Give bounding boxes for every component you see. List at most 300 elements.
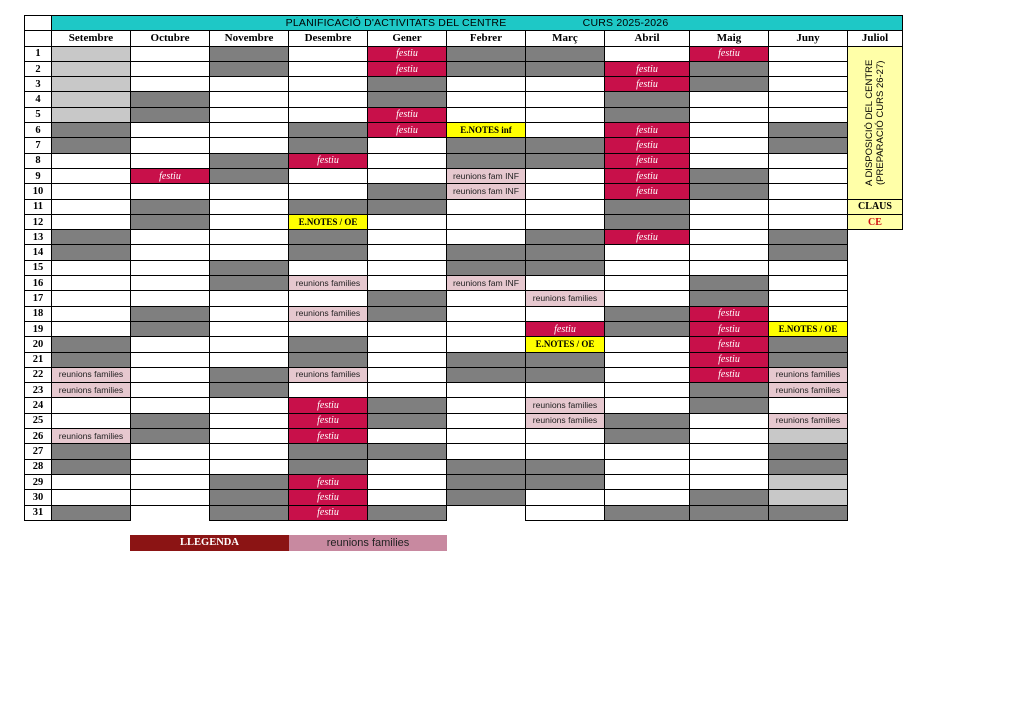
weekend-cell [605, 107, 690, 122]
day-cell [210, 77, 289, 92]
day-cell [526, 276, 605, 291]
weekend-cell [289, 199, 368, 214]
day-cell [289, 383, 368, 398]
day-cell [447, 383, 526, 398]
holiday-cell: festiu [690, 367, 769, 382]
activity-calendar [24, 15, 903, 521]
weekend-cell [210, 490, 289, 505]
empty-cell [848, 321, 903, 336]
weekend-cell [690, 398, 769, 413]
meeting-cell: reunions fam INF [447, 184, 526, 199]
day-number: 24 [25, 398, 52, 413]
day-cell [368, 245, 447, 260]
day-cell [526, 168, 605, 183]
no-school-cell [52, 77, 131, 92]
day-cell [131, 444, 210, 459]
day-cell [526, 77, 605, 92]
day-cell [690, 444, 769, 459]
day-cell [131, 367, 210, 382]
weekend-cell [447, 352, 526, 367]
page-title [52, 16, 903, 31]
table-row [25, 260, 903, 275]
day-cell [368, 337, 447, 352]
weekend-cell [447, 245, 526, 260]
legend [130, 535, 447, 551]
day-cell [605, 474, 690, 489]
weekend-cell [289, 123, 368, 138]
day-cell [210, 444, 289, 459]
day-cell [52, 153, 131, 168]
weekend-cell [52, 138, 131, 153]
empty-cell [848, 291, 903, 306]
weekend-cell [368, 413, 447, 428]
day-cell [605, 444, 690, 459]
month-header: Febrer [447, 31, 526, 46]
day-cell [52, 276, 131, 291]
weekend-cell [526, 46, 605, 61]
weekend-cell [769, 352, 848, 367]
day-cell [368, 474, 447, 489]
day-cell [210, 291, 289, 306]
empty-cell [848, 230, 903, 245]
day-cell [526, 490, 605, 505]
weekend-cell [289, 230, 368, 245]
day-cell [690, 153, 769, 168]
meeting-cell: reunions families [52, 429, 131, 444]
day-cell [368, 429, 447, 444]
day-number: 4 [25, 92, 52, 107]
meeting-cell: reunions families [526, 291, 605, 306]
weekend-cell [289, 245, 368, 260]
table-row [25, 291, 903, 306]
weekend-cell [52, 444, 131, 459]
day-cell [690, 230, 769, 245]
month-header: Març [526, 31, 605, 46]
day-cell [605, 459, 690, 474]
day-cell [368, 276, 447, 291]
day-cell [447, 321, 526, 336]
table-row [25, 474, 903, 489]
day-cell [52, 474, 131, 489]
day-cell [210, 429, 289, 444]
day-cell [289, 260, 368, 275]
july-ce: CE [848, 214, 903, 229]
day-cell [289, 321, 368, 336]
course-label: CURS 2025-2026 [582, 16, 669, 29]
day-cell [210, 184, 289, 199]
weekend-cell [210, 168, 289, 183]
day-cell [690, 107, 769, 122]
day-cell [690, 459, 769, 474]
day-cell [131, 123, 210, 138]
day-cell [526, 383, 605, 398]
table-row [25, 245, 903, 260]
month-header: Maig [690, 31, 769, 46]
month-header: Octubre [131, 31, 210, 46]
day-number: 10 [25, 184, 52, 199]
weekend-cell [690, 184, 769, 199]
day-number: 18 [25, 306, 52, 321]
weekend-cell [526, 474, 605, 489]
holiday-cell: festiu [690, 46, 769, 61]
day-cell [131, 245, 210, 260]
meeting-cell: reunions families [289, 306, 368, 321]
day-cell [52, 291, 131, 306]
day-number: 27 [25, 444, 52, 459]
day-cell [52, 321, 131, 336]
day-cell [210, 92, 289, 107]
holiday-cell: festiu [289, 474, 368, 489]
day-cell [210, 230, 289, 245]
weekend-cell [368, 505, 447, 520]
day-cell [210, 214, 289, 229]
weekend-cell [368, 306, 447, 321]
day-cell [289, 92, 368, 107]
weekend-cell [289, 444, 368, 459]
weekend-cell [52, 337, 131, 352]
day-cell [210, 352, 289, 367]
day-cell [131, 276, 210, 291]
holiday-cell: festiu [131, 168, 210, 183]
day-cell [52, 398, 131, 413]
day-cell [769, 92, 848, 107]
weekend-cell [52, 459, 131, 474]
day-cell [52, 214, 131, 229]
day-cell [210, 107, 289, 122]
holiday-cell: festiu [605, 138, 690, 153]
day-cell [52, 168, 131, 183]
table-row [25, 168, 903, 183]
day-cell [131, 153, 210, 168]
empty-cell [848, 383, 903, 398]
no-school-cell [769, 474, 848, 489]
no-school-cell [769, 490, 848, 505]
table-row [25, 398, 903, 413]
empty-cell [848, 444, 903, 459]
weekend-cell [690, 168, 769, 183]
day-cell [605, 276, 690, 291]
day-cell [131, 61, 210, 76]
weekend-cell [131, 107, 210, 122]
day-cell [447, 214, 526, 229]
weekend-cell [368, 398, 447, 413]
day-cell [605, 490, 690, 505]
day-cell [605, 260, 690, 275]
weekend-cell [526, 352, 605, 367]
holiday-cell: festiu [605, 230, 690, 245]
day-cell [526, 107, 605, 122]
day-number: 21 [25, 352, 52, 367]
weekend-cell [690, 383, 769, 398]
day-number: 13 [25, 230, 52, 245]
day-cell [210, 123, 289, 138]
table-row [25, 490, 903, 505]
holiday-cell: festiu [690, 321, 769, 336]
day-cell [769, 168, 848, 183]
empty-cell [848, 490, 903, 505]
day-cell [368, 321, 447, 336]
weekend-cell [210, 474, 289, 489]
month-header: Abril [605, 31, 690, 46]
day-cell [52, 306, 131, 321]
weekend-cell [447, 459, 526, 474]
holiday-cell: festiu [605, 184, 690, 199]
day-number: 26 [25, 429, 52, 444]
table-row [25, 337, 903, 352]
no-school-cell [769, 429, 848, 444]
table-row [25, 153, 903, 168]
empty-cell [848, 505, 903, 520]
day-number: 1 [25, 46, 52, 61]
day-cell [131, 398, 210, 413]
day-cell [447, 413, 526, 428]
month-header: Desembre [289, 31, 368, 46]
day-cell [526, 123, 605, 138]
weekend-cell [368, 77, 447, 92]
day-number: 7 [25, 138, 52, 153]
day-cell [368, 138, 447, 153]
day-cell [769, 398, 848, 413]
holiday-cell: festiu [289, 505, 368, 520]
table-row [25, 199, 903, 214]
holiday-cell: festiu [289, 490, 368, 505]
day-cell [52, 490, 131, 505]
day-cell [368, 367, 447, 382]
weekend-cell [605, 214, 690, 229]
day-cell [131, 352, 210, 367]
weekend-cell [210, 505, 289, 520]
day-cell [769, 291, 848, 306]
empty-cell [848, 337, 903, 352]
holiday-cell: festiu [289, 153, 368, 168]
day-cell [690, 245, 769, 260]
day-cell [605, 352, 690, 367]
day-cell [690, 260, 769, 275]
notes-cell: E.NOTES / OE [289, 214, 368, 229]
meeting-cell: reunions fam INF [447, 168, 526, 183]
weekend-cell [289, 352, 368, 367]
day-cell [769, 260, 848, 275]
weekend-cell [210, 276, 289, 291]
day-number: 19 [25, 321, 52, 336]
day-cell [210, 306, 289, 321]
table-row [25, 306, 903, 321]
day-cell [690, 123, 769, 138]
weekend-cell [526, 153, 605, 168]
day-cell [210, 398, 289, 413]
july-availability [848, 46, 903, 199]
weekend-cell [131, 413, 210, 428]
holiday-cell: festiu [690, 306, 769, 321]
month-header: Setembre [52, 31, 131, 46]
day-cell [368, 260, 447, 275]
day-cell [605, 291, 690, 306]
weekend-cell [447, 490, 526, 505]
day-cell [368, 168, 447, 183]
day-cell [368, 490, 447, 505]
table-row [25, 459, 903, 474]
day-cell [447, 77, 526, 92]
corner-cell [25, 16, 52, 31]
day-cell [526, 505, 605, 520]
day-number: 23 [25, 383, 52, 398]
empty-cell [848, 459, 903, 474]
day-cell [368, 352, 447, 367]
day-cell [210, 413, 289, 428]
weekend-cell [526, 245, 605, 260]
holiday-cell: festiu [605, 61, 690, 76]
holiday-cell: festiu [289, 398, 368, 413]
day-cell [447, 429, 526, 444]
weekend-cell [526, 459, 605, 474]
table-row [25, 214, 903, 229]
weekend-cell [690, 77, 769, 92]
notes-cell: E.NOTES / OE [526, 337, 605, 352]
table-row [25, 505, 903, 520]
day-cell [131, 230, 210, 245]
weekend-cell [131, 199, 210, 214]
holiday-cell: festiu [690, 337, 769, 352]
weekend-cell [210, 367, 289, 382]
weekend-cell [447, 46, 526, 61]
holiday-cell: festiu [289, 413, 368, 428]
day-cell [526, 199, 605, 214]
holiday-cell: festiu [605, 168, 690, 183]
weekend-cell [210, 260, 289, 275]
weekend-cell [368, 444, 447, 459]
weekend-cell [131, 429, 210, 444]
day-cell [447, 398, 526, 413]
day-cell [769, 153, 848, 168]
weekend-cell [210, 153, 289, 168]
day-cell [769, 46, 848, 61]
weekend-cell [52, 230, 131, 245]
day-number: 30 [25, 490, 52, 505]
day-cell [210, 337, 289, 352]
day-cell [690, 474, 769, 489]
day-cell [210, 245, 289, 260]
meeting-cell: reunions families [526, 413, 605, 428]
weekend-cell [447, 260, 526, 275]
day-number: 12 [25, 214, 52, 229]
empty-cell [848, 474, 903, 489]
day-cell [526, 214, 605, 229]
july-note: A DISPOSICIÓ DEL CENTRE (PREPARACIÓ CURS 26-27) [864, 59, 886, 186]
day-cell [605, 367, 690, 382]
day-cell [131, 383, 210, 398]
table-row [25, 383, 903, 398]
meeting-cell: reunions families [769, 413, 848, 428]
day-cell [131, 459, 210, 474]
weekend-cell [52, 123, 131, 138]
day-cell [769, 276, 848, 291]
table-row [25, 107, 903, 122]
no-school-cell [52, 107, 131, 122]
day-number: 17 [25, 291, 52, 306]
empty-cell [848, 429, 903, 444]
notes-cell: E.NOTES inf [447, 123, 526, 138]
weekend-cell [131, 214, 210, 229]
day-cell [690, 429, 769, 444]
weekend-cell [690, 505, 769, 520]
weekend-cell [368, 199, 447, 214]
day-cell [289, 46, 368, 61]
weekend-cell [289, 138, 368, 153]
day-cell [289, 61, 368, 76]
day-cell [605, 245, 690, 260]
day-cell [605, 337, 690, 352]
empty-cell [848, 306, 903, 321]
day-cell [769, 77, 848, 92]
weekend-cell [526, 367, 605, 382]
holiday-cell: festiu [368, 61, 447, 76]
day-cell [690, 92, 769, 107]
day-cell [447, 337, 526, 352]
day-cell [368, 214, 447, 229]
day-number: 16 [25, 276, 52, 291]
meeting-cell: reunions families [52, 367, 131, 382]
weekend-cell [605, 92, 690, 107]
meeting-cell: reunions families [526, 398, 605, 413]
legend-meetings: reunions families [289, 535, 447, 551]
weekend-cell [526, 138, 605, 153]
table-row [25, 123, 903, 138]
day-cell [526, 306, 605, 321]
holiday-cell: festiu [605, 153, 690, 168]
weekend-cell [210, 61, 289, 76]
weekend-cell [210, 383, 289, 398]
day-cell [447, 444, 526, 459]
weekend-cell [447, 367, 526, 382]
day-cell [769, 306, 848, 321]
day-number: 2 [25, 61, 52, 76]
day-cell [289, 291, 368, 306]
table-row [25, 413, 903, 428]
weekend-cell [289, 337, 368, 352]
table-row [25, 184, 903, 199]
day-number: 22 [25, 367, 52, 382]
holiday-cell: festiu [289, 429, 368, 444]
weekend-cell [131, 321, 210, 336]
day-number: 14 [25, 245, 52, 260]
no-school-cell [52, 46, 131, 61]
weekend-cell [368, 184, 447, 199]
weekend-cell [131, 306, 210, 321]
day-cell [690, 138, 769, 153]
empty-cell [447, 505, 526, 520]
day-cell [131, 184, 210, 199]
legend-title: LLEGENDA [130, 535, 289, 551]
weekend-cell [605, 199, 690, 214]
day-cell [769, 184, 848, 199]
weekend-cell [210, 46, 289, 61]
holiday-cell: festiu [605, 77, 690, 92]
day-cell [289, 184, 368, 199]
table-row [25, 46, 903, 61]
day-number: 5 [25, 107, 52, 122]
day-cell [447, 291, 526, 306]
day-cell [605, 383, 690, 398]
day-cell [131, 260, 210, 275]
empty-cell [131, 505, 210, 520]
weekend-cell [131, 92, 210, 107]
day-cell [210, 138, 289, 153]
day-cell [447, 306, 526, 321]
holiday-cell: festiu [368, 107, 447, 122]
day-cell [131, 46, 210, 61]
day-number: 29 [25, 474, 52, 489]
day-cell [447, 92, 526, 107]
